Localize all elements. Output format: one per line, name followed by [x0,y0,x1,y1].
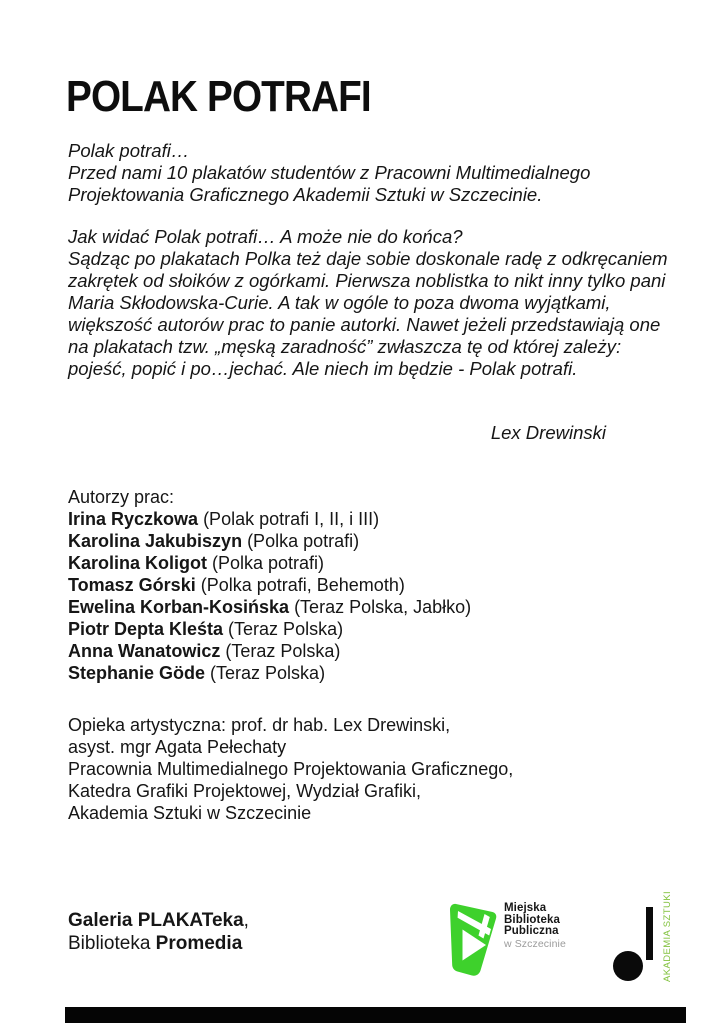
venue-line [68,932,249,955]
author-name: Irina Ryczkowa [68,509,199,529]
body-line: większość autorów prac to panie autorki. Nawet jeżeli przedstawiają one [68,314,661,335]
authors-label: Autorzy prac: [68,487,175,507]
author-works: (Polka potrafi) [242,531,360,551]
library-word: Publiczna [504,925,559,937]
credits-line: Katedra Grafiki Projektowej, Wydział Grafiki, [68,781,421,801]
library-city: w Szczecinie [504,937,566,950]
venue-section [68,909,249,955]
author-name: Piotr Depta Kleśta [68,619,224,639]
signature: Lex Drewinski [490,422,606,443]
library-word: Miejska [504,902,547,914]
author-row [68,574,471,596]
author-row [68,552,471,574]
author-row [68,618,471,640]
credits-line: Pracownia Multimedialnego Projektowania Graficznego, [68,759,514,779]
body-line: Maria Skłodowska-Curie. A tak w ogóle to poza dwoma wyjątkami, [68,292,611,313]
library-logo-text [504,903,566,950]
body-line: Sądząc po plakatach Polka też daje sobie doskonale radę z odkręcaniem [68,248,668,269]
author-works: (Teraz Polska) [223,619,344,639]
venue-line-rest: , [243,910,249,931]
body-line: zakrętek od słoików z ogórkami. Pierwsza noblistka to nikt inny tylko pani [68,270,666,291]
body-paragraph [68,226,668,380]
credits-line: asyst. mgr Agata Pełechaty [68,737,287,757]
author-works: (Polka potrafi, Behemoth) [195,575,405,595]
intro-line: Polak potrafi… [68,140,190,161]
intro-line: Projektowania Graficznego Akademii Sztuki w Szczecinie. [68,184,543,205]
author-name: Tomasz Górski [68,575,196,595]
venue-gallery-name: Galeria PLAKATeka [68,910,244,931]
academy-logo-icon [613,951,643,981]
library-logo-icon [449,902,497,978]
author-works: (Teraz Polska) [205,663,326,683]
library-word: Biblioteka [504,913,560,926]
venue-library-pre: Biblioteka [68,933,156,954]
body-line: na plakatach tzw. „męską zaradność” zwłaszcza tę od której zależy: [68,336,622,357]
author-works: (Polak potrafi I, II, i III) [198,509,380,529]
academy-logo-bar [646,907,653,960]
author-works: (Teraz Polska, Jabłko) [289,597,472,617]
page-title: POLAK POTRAFI [66,72,371,121]
body-line: pojeść, popić i po…jechać. Ale niech im będzie - Polak potrafi. [68,358,578,379]
author-works: (Polka potrafi) [207,553,325,573]
author-name: Ewelina Korban-Kosińska [68,597,290,617]
author-row [68,640,471,662]
author-row [68,596,471,618]
intro-paragraph [68,140,590,206]
author-row [68,530,471,552]
academy-logo-label: AKADEMIA SZTUKI [662,891,673,982]
intro-line: Przed nami 10 plakatów studentów z Pracowni Multimedialnego [68,162,591,183]
author-name: Karolina Jakubiszyn [68,531,243,551]
author-works: (Teraz Polska) [220,641,341,661]
venue-library-name: Promedia [155,933,243,954]
author-name: Stephanie Göde [68,663,206,683]
footer-bar [65,1007,686,1023]
author-name: Karolina Koligot [68,553,207,573]
authors-section [68,486,471,684]
credits-line: Opieka artystyczna: prof. dr hab. Lex Drewinski, [68,715,451,735]
venue-line [68,909,249,932]
author-name: Anna Wanatowicz [68,641,221,661]
body-line: Jak widać Polak potrafi… A może nie do końca? [68,226,463,247]
credits-section [68,714,513,824]
author-row [68,508,471,530]
credits-line: Akademia Sztuki w Szczecinie [68,803,312,823]
author-row [68,662,471,684]
